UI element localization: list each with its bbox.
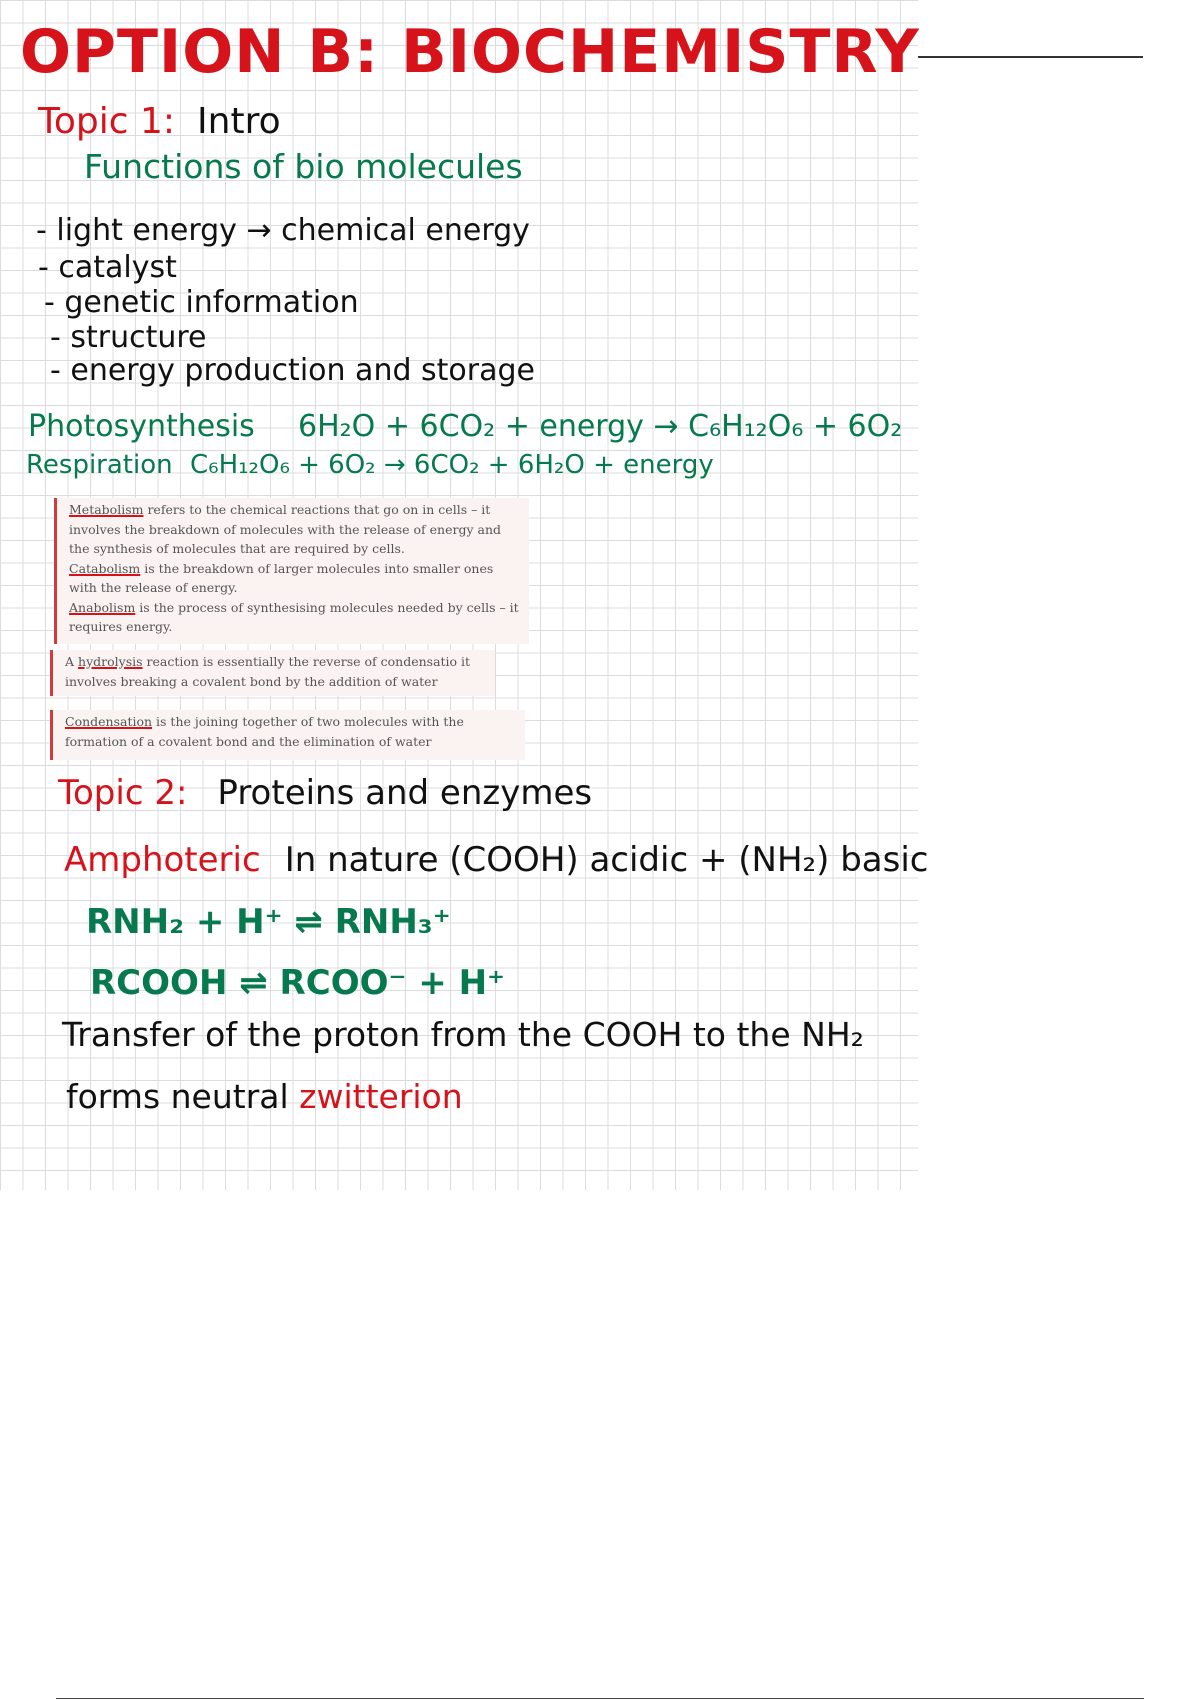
term-anabolism: Anabolism	[69, 599, 136, 615]
topic1-heading	[38, 101, 281, 142]
topic2-name: Proteins and enzymes	[217, 773, 593, 813]
forms-text: forms neutral	[66, 1077, 300, 1116]
respiration-label: Respiration	[26, 450, 173, 480]
respiration-formula: C₆H₁₂O₆ + 6O₂ → 6CO₂ + 6H₂O + energy	[190, 450, 714, 480]
amphoteric-description: In nature (COOH) acidic + (NH₂) basic	[284, 840, 929, 880]
carboxyl-dissociation-equation: RCOOH ⇌ RCOO⁻ + H⁺	[90, 963, 506, 1003]
topic1-label: Topic 1:	[38, 101, 176, 142]
amphoteric-line	[64, 840, 929, 880]
bullet-item: - energy production and storage	[50, 353, 535, 388]
hydrolysis-definition-box	[50, 650, 495, 696]
topic1-name: Intro	[197, 101, 281, 142]
zwitterion-line	[66, 1077, 463, 1116]
page-title: OPTION B: BIOCHEMISTRY	[20, 17, 920, 87]
photosynthesis-formula: 6H₂O + 6CO₂ + energy → C₆H₁₂O₆ + 6O₂	[298, 409, 903, 444]
topic2-heading	[58, 773, 593, 813]
bullet-item: - catalyst	[38, 250, 177, 285]
metabolism-text: refers to the chemical reactions that go on in cells – it involves the breakdown of molecules with the release of energy and the synthesis of molecules that are required by cells.	[69, 502, 501, 556]
hydrolysis-prefix: A	[65, 654, 79, 669]
term-hydrolysis: hydrolysis	[78, 654, 143, 669]
topic2-label: Topic 2:	[58, 773, 188, 813]
bullet-item: - light energy → chemical energy	[36, 213, 530, 248]
header-rule	[918, 56, 1143, 58]
term-amphoteric: Amphoteric	[64, 840, 261, 880]
respiration-equation	[26, 452, 714, 478]
bullet-item: - genetic information	[44, 285, 359, 320]
metabolism-definition-box	[54, 498, 529, 644]
photosynthesis-equation	[28, 409, 903, 444]
photosynthesis-label: Photosynthesis	[28, 409, 255, 444]
bullet-item: - structure	[50, 320, 207, 355]
hydrolysis-text: reaction is essentially the reverse of condensatio it involves breaking a covalent bond by the addition of water	[65, 654, 471, 689]
term-condensation: Condensation	[65, 714, 153, 729]
topic1-subtitle: Functions of bio molecules	[84, 147, 523, 186]
condensation-definition-box	[50, 710, 525, 760]
proton-transfer-line: Transfer of the proton from the COOH to the NH₂	[62, 1015, 864, 1054]
anabolism-text: is the process of synthesising molecules needed by cells – it requires energy.	[69, 599, 519, 634]
condensation-text: is the joining together of two molecules with the formation of a covalent bond and the elimination of water	[65, 714, 464, 749]
term-metabolism: Metabolism	[69, 502, 144, 517]
term-catabolism: Catabolism	[69, 560, 141, 576]
term-zwitterion: zwitterion	[299, 1077, 463, 1116]
catabolism-text: is the breakdown of larger molecules into smaller ones with the release of energy.	[69, 560, 494, 595]
footer-rule	[56, 1698, 1144, 1699]
amine-protonation-equation: RNH₂ + H⁺ ⇌ RNH₃⁺	[86, 902, 451, 942]
